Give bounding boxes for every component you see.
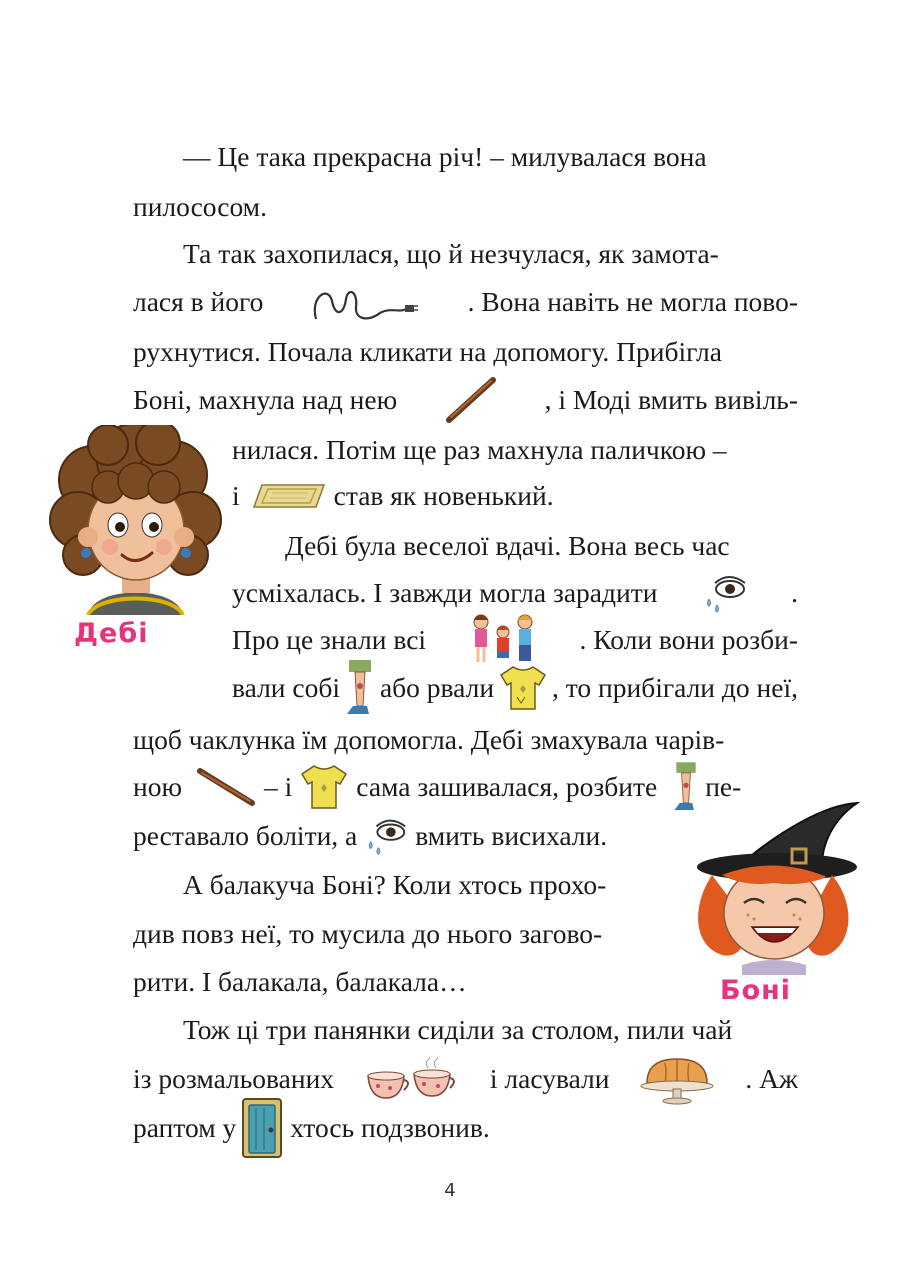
vacuum-hose-icon (310, 277, 420, 327)
torn-shirt-icon (298, 762, 350, 812)
text-line (133, 1106, 798, 1150)
text: раптом у (133, 1112, 237, 1143)
text-line (232, 474, 798, 518)
text-line (183, 232, 798, 276)
text-line (133, 1057, 798, 1101)
text: пилососом. (133, 191, 267, 222)
text: щоб чаклунка їм допомогла. Дебі змахувала чарів- (133, 724, 725, 755)
text: див повз неї, то мусила до нього загово- (133, 918, 603, 949)
text: і (232, 480, 240, 511)
text: Тож ці три панянки сиділи за столом, пили чай (183, 1014, 733, 1045)
text: рухнутися. Почала кликати на допомогу. Прибігла (133, 336, 722, 367)
text: Про це знали всі (232, 624, 427, 655)
text: А балакуча Боні? Коли хтось прохо- (183, 869, 607, 900)
text: став як новенький. (333, 480, 554, 511)
text: – і (264, 771, 293, 802)
text: нилася. Потім ще раз махнула паличкою – (232, 434, 727, 465)
door-icon (240, 1096, 284, 1160)
boni-label: Боні (720, 975, 792, 1006)
text: пе- (705, 771, 742, 802)
bruised-leg-icon (343, 658, 377, 718)
text: реставало боліти, а (133, 820, 358, 851)
text-line (133, 960, 798, 1004)
text-line (232, 571, 798, 615)
text: , і Моді вмить вивіль- (544, 384, 798, 415)
debi-illustration (48, 425, 223, 620)
text: сама зашивалася, розбите (356, 771, 658, 802)
text-line (133, 378, 798, 422)
text: або рвали (379, 672, 495, 703)
rug-icon (250, 479, 328, 513)
text: лася в його (133, 286, 264, 317)
teacups-icon (362, 1054, 462, 1104)
boni-illustration (682, 795, 872, 980)
text-line (133, 718, 798, 762)
text: — Це така прекрасна річ! – милувалася вона (183, 141, 707, 172)
text: усміхалась. І завжди могла зарадити (232, 577, 658, 608)
text-line (183, 135, 798, 179)
text: Дебі була веселої вдачі. Вона весь час (285, 530, 730, 561)
page-number: 4 (444, 1180, 456, 1201)
text: . Аж (745, 1063, 798, 1094)
text-line (183, 863, 668, 907)
teary-eye-icon (701, 571, 751, 615)
text-line (232, 618, 798, 662)
text-line (133, 330, 798, 374)
text-line (133, 280, 798, 324)
text-line (232, 428, 798, 472)
magic-wand-icon (443, 376, 499, 424)
cake-icon (637, 1053, 717, 1105)
debi-label: Дебі (74, 618, 149, 649)
text: із розмальованих (133, 1063, 335, 1094)
text: Боні, махнула над нею (133, 384, 398, 415)
text: . Коли вони розби- (579, 624, 798, 655)
children-icon (465, 612, 541, 668)
text: . (791, 577, 798, 608)
text: . Вона навіть не могла пово- (467, 286, 798, 317)
text-line (232, 666, 798, 710)
text: ною (133, 771, 183, 802)
text-line (285, 524, 798, 568)
text: і ласували (489, 1063, 610, 1094)
text-line (133, 185, 798, 229)
text: рити. І балакала, балакала… (133, 966, 467, 997)
magic-wand-icon (196, 767, 256, 807)
torn-shirt-icon (497, 663, 549, 713)
text: вали собі (232, 672, 340, 703)
teary-eye-icon (363, 814, 411, 858)
text: , то прибігали до неї, (552, 672, 798, 703)
text-line (183, 1008, 798, 1052)
text: хтось подзвонив. (290, 1112, 490, 1143)
text: вмить висихали. (415, 820, 608, 851)
text: Та так захопилася, що й незчулася, як замота- (183, 238, 719, 269)
text-line (133, 912, 668, 956)
